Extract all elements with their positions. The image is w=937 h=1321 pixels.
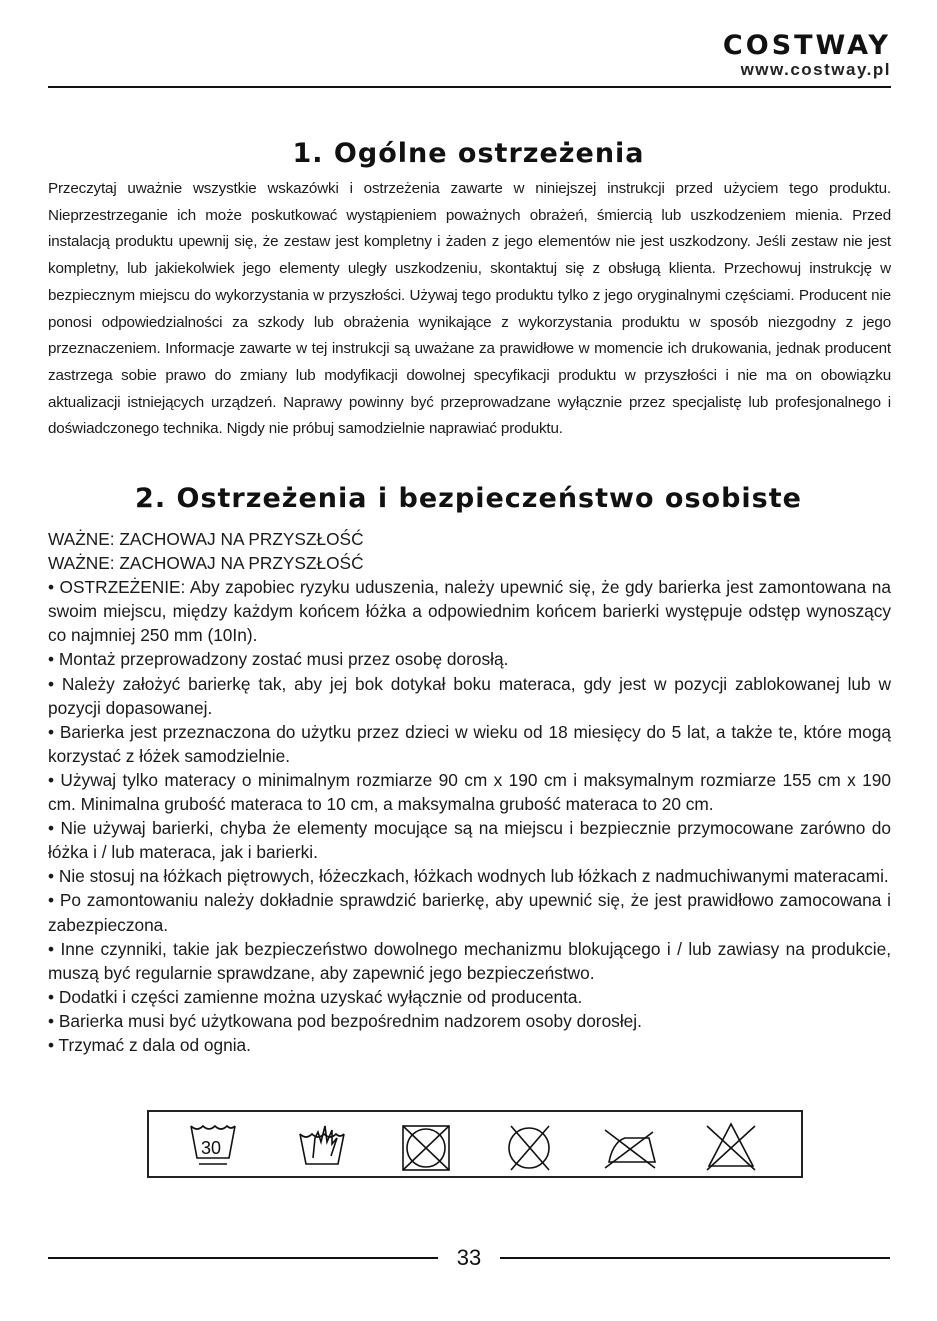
no-dry-clean-icon: [509, 1126, 549, 1170]
warnings-list: [48, 527, 891, 1057]
section2-title: 2. Ostrzeżenia i bezpieczeństwo osobiste: [135, 483, 802, 514]
warning-item: • Barierka jest przeznaczona do użytku przez dzieci w wieku od 18 miesięcy do 5 lat, a także te, które mogą korzystać z łóżek samodzielnie.: [48, 721, 891, 766]
brand-logo: [723, 32, 891, 80]
warning-item: • Montaż przeprowadzony zostać musi przez osobę dorosłą.: [48, 649, 509, 670]
important-line: WAŻNE: ZACHOWAJ NA PRZYSZŁOŚĆ: [48, 553, 364, 574]
footer-rule-right: [500, 1257, 890, 1259]
no-iron-icon: [605, 1130, 655, 1168]
wash-30-icon: [191, 1126, 235, 1164]
warning-item: • Używaj tylko materacy o minimalnym rozmiarze 90 cm x 190 cm i maksymalnym rozmiarze 155 cm x 190 cm. Minimalna grubość materaca to 10 cm, a maksymalna grubość materaca to 20 cm.: [48, 769, 891, 815]
warning-item: • Trzymać z dala od ognia.: [48, 1034, 251, 1055]
care-symbols-box: [147, 1110, 803, 1178]
warning-item: • Po zamontowaniu należy dokładnie sprawdzić barierkę, aby upewnić się, że jest prawidłowo zamocowana i zabezpieczona.: [48, 890, 891, 935]
brand-url: www.costway.pl: [740, 60, 891, 79]
page-number: 33: [456, 1245, 482, 1270]
brand-name: COSTWAY: [722, 30, 891, 61]
warning-item: • Należy założyć barierkę tak, aby jej bok dotykał boku materaca, gdy jest w pozycji zablokowanej lub w pozycji dopasowanej.: [48, 673, 891, 718]
hand-wash-icon: [300, 1126, 344, 1164]
warning-item: • Dodatki i części zamienne można uzyskać wyłącznie od producenta.: [48, 986, 583, 1007]
warning-item: • OSTRZEŻENIE: Aby zapobiec ryzyku uduszenia, należy upewnić się, że gdy barierka jest zamontowana na swoim miejscu, między każdym końcem łóżka a odpowiednim końcem barierki występuje odstęp wynoszący co najmniej 250 mm (10In).: [48, 577, 891, 646]
no-tumble-dry-icon: [403, 1126, 449, 1170]
svg-text:30: 30: [201, 1138, 222, 1158]
section1-title: 1. Ogólne ostrzeżenia: [292, 138, 645, 169]
section1-body: Przeczytaj uważnie wszystkie wskazówki i ostrzeżenia zawarte w niniejszej instrukcji przed użyciem tego produktu. Nieprzestrzeganie ich może poskutkować wystąpieniem poważnych obrażeń, śmiercią lub uszkodzeniem mienia. Przed instalacją produktu upewnij się, że zestaw jest kompletny i żaden z jego elementów nie jest uszkodzony. Jeśli zestaw nie jest kompletny, lub jakiekolwiek jego elementy uległy uszkodzeniu, skontaktuj się z obsługą klienta. Przechowuj instrukcję w bezpiecznym miejscu do wykorzystania w przyszłości. Używaj tego produktu tylko z jego oryginalnymi częściami. Producent nie ponosi odpowiedzialności za szkody lub obrażenia wynikające z wykorzystania produktu w sposób niezgodny z jego przeznaczeniem. Informacje zawarte w tej instrukcji są uważane za prawidłowe w momencie ich drukowania, jednak producent zastrzega sobie prawo do zmiany lub modyfikacji dowolnej specyfikacji produktu w przyszłości i nie ma on obowiązku aktualizacji istniejących urządzeń. Naprawy powinny być przeprowadzane wyłącznie przez specjalistę lub profesjonalnego i doświadczonego technika. Nigdy nie próbuj samodzielnie naprawiać produktu.: [48, 180, 891, 438]
important-line: WAŻNE: ZACHOWAJ NA PRZYSZŁOŚĆ: [48, 529, 364, 549]
warning-item: • Nie używaj barierki, chyba że elementy mocujące są na miejscu i bezpiecznie przymocowane zarówno do łóżka i / lub materaca, jak i barierki.: [48, 818, 891, 863]
warning-item: • Barierka musi być użytkowana pod bezpośrednim nadzorem osoby dorosłej.: [48, 1010, 642, 1031]
no-bleach-icon: [707, 1124, 755, 1170]
warning-item: • Inne czynniki, takie jak bezpieczeństwo dowolnego mechanizmu blokującego i / lub zawiasy na produkcie, muszą być regularnie sprawdzane, aby zapewnić jego bezpieczeństwo.: [48, 938, 891, 983]
footer-rule-left: [48, 1257, 438, 1259]
header-divider: [48, 86, 891, 88]
warning-item: • Nie stosuj na łóżkach piętrowych, łóżeczkach, łóżkach wodnych lub łóżkach z nadmuchiwanymi materacami.: [48, 866, 889, 887]
